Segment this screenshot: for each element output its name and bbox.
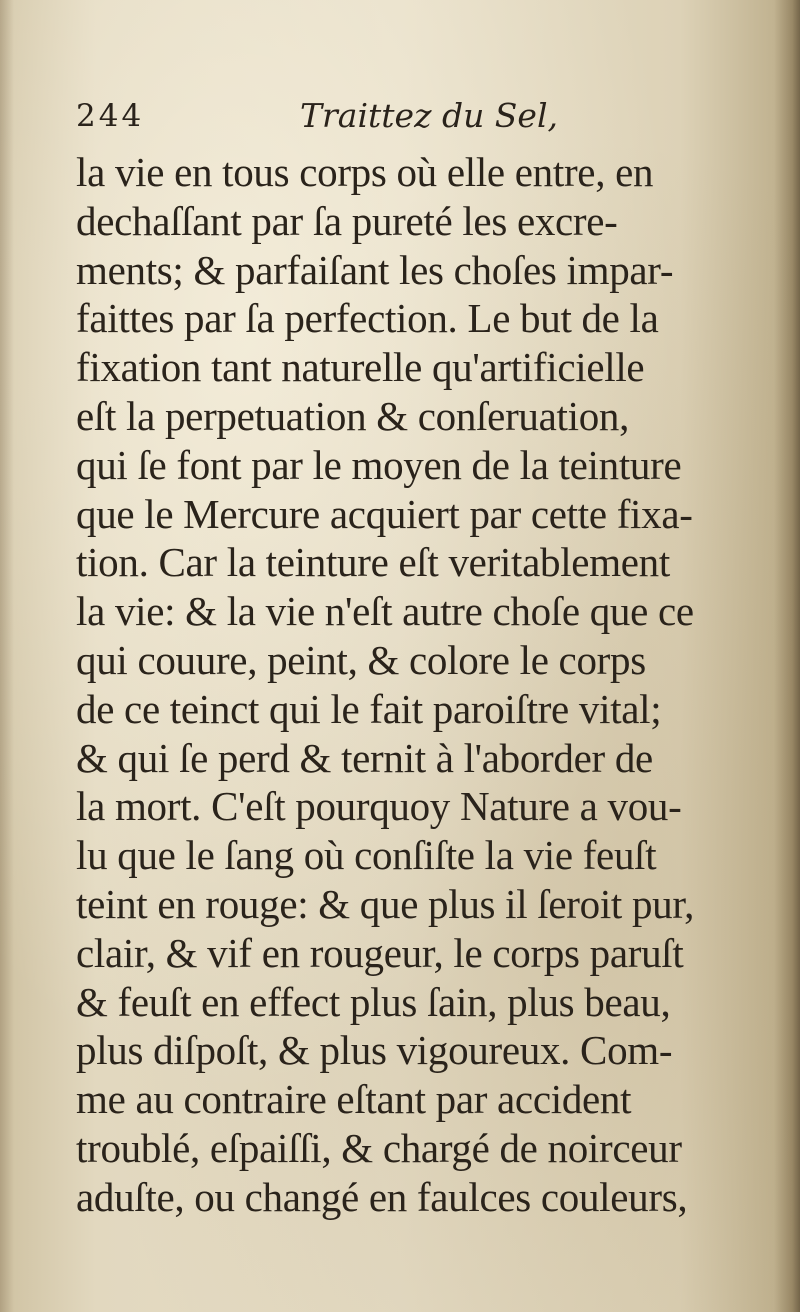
text-line: la mort. C'eſt pourquoy Nature a vou- bbox=[76, 783, 682, 830]
text-line: & qui ſe perd & ternit à l'aborder de bbox=[76, 734, 653, 781]
body-text bbox=[76, 148, 716, 1222]
text-line: teint en rouge: & que plus il ſeroit pur, bbox=[76, 880, 695, 927]
text-line: & feuſt en effect plus ſain, plus beau, bbox=[76, 978, 671, 1025]
text-line: qui ſe font par le moyen de la teinture bbox=[76, 441, 682, 488]
text-line: fixation tant naturelle qu'artificielle bbox=[76, 344, 645, 391]
page-number: 244 bbox=[76, 98, 145, 134]
page-header bbox=[76, 92, 636, 148]
text-line: tion. Car la teinture eſt veritablement bbox=[76, 539, 670, 586]
text-line: la vie: & la vie n'eſt autre choſe que ce bbox=[76, 588, 694, 635]
text-line: que le Mercure acquiert par cette fixa- bbox=[76, 490, 693, 537]
text-line: la vie en tous corps où elle entre, en bbox=[76, 149, 654, 195]
text-line: aduſte, ou changé en faulces couleurs, bbox=[76, 1173, 688, 1220]
text-line: faittes par ſa perfection. Le but de la bbox=[76, 295, 659, 342]
page-edge-shading bbox=[0, 0, 14, 1312]
text-line: plus diſpoſt, & plus vigoureux. Com- bbox=[76, 1027, 673, 1074]
text-line: eſt la perpetuation & conſeruation, bbox=[76, 392, 630, 439]
gutter-shadow bbox=[774, 0, 800, 1312]
text-line: dechaſſant par ſa pureté les excre- bbox=[76, 197, 618, 244]
text-line: lu que le ſang où conſiſte la vie feuſt bbox=[76, 832, 657, 879]
text-line: troublé, eſpaiſſi, & chargé de noirceur bbox=[76, 1124, 682, 1171]
text-line: clair, & vif en rougeur, le corps paruſt bbox=[76, 929, 684, 976]
text-line: ments; & parfaiſant les choſes impar- bbox=[76, 246, 674, 293]
running-head: Traittez du Sel, bbox=[300, 96, 558, 135]
text-line: me au contraire eſtant par accident bbox=[76, 1076, 632, 1123]
text-line: de ce teinct qui le fait paroiſtre vital; bbox=[76, 685, 662, 732]
text-line: qui couure, peint, & colore le corps bbox=[76, 636, 646, 683]
